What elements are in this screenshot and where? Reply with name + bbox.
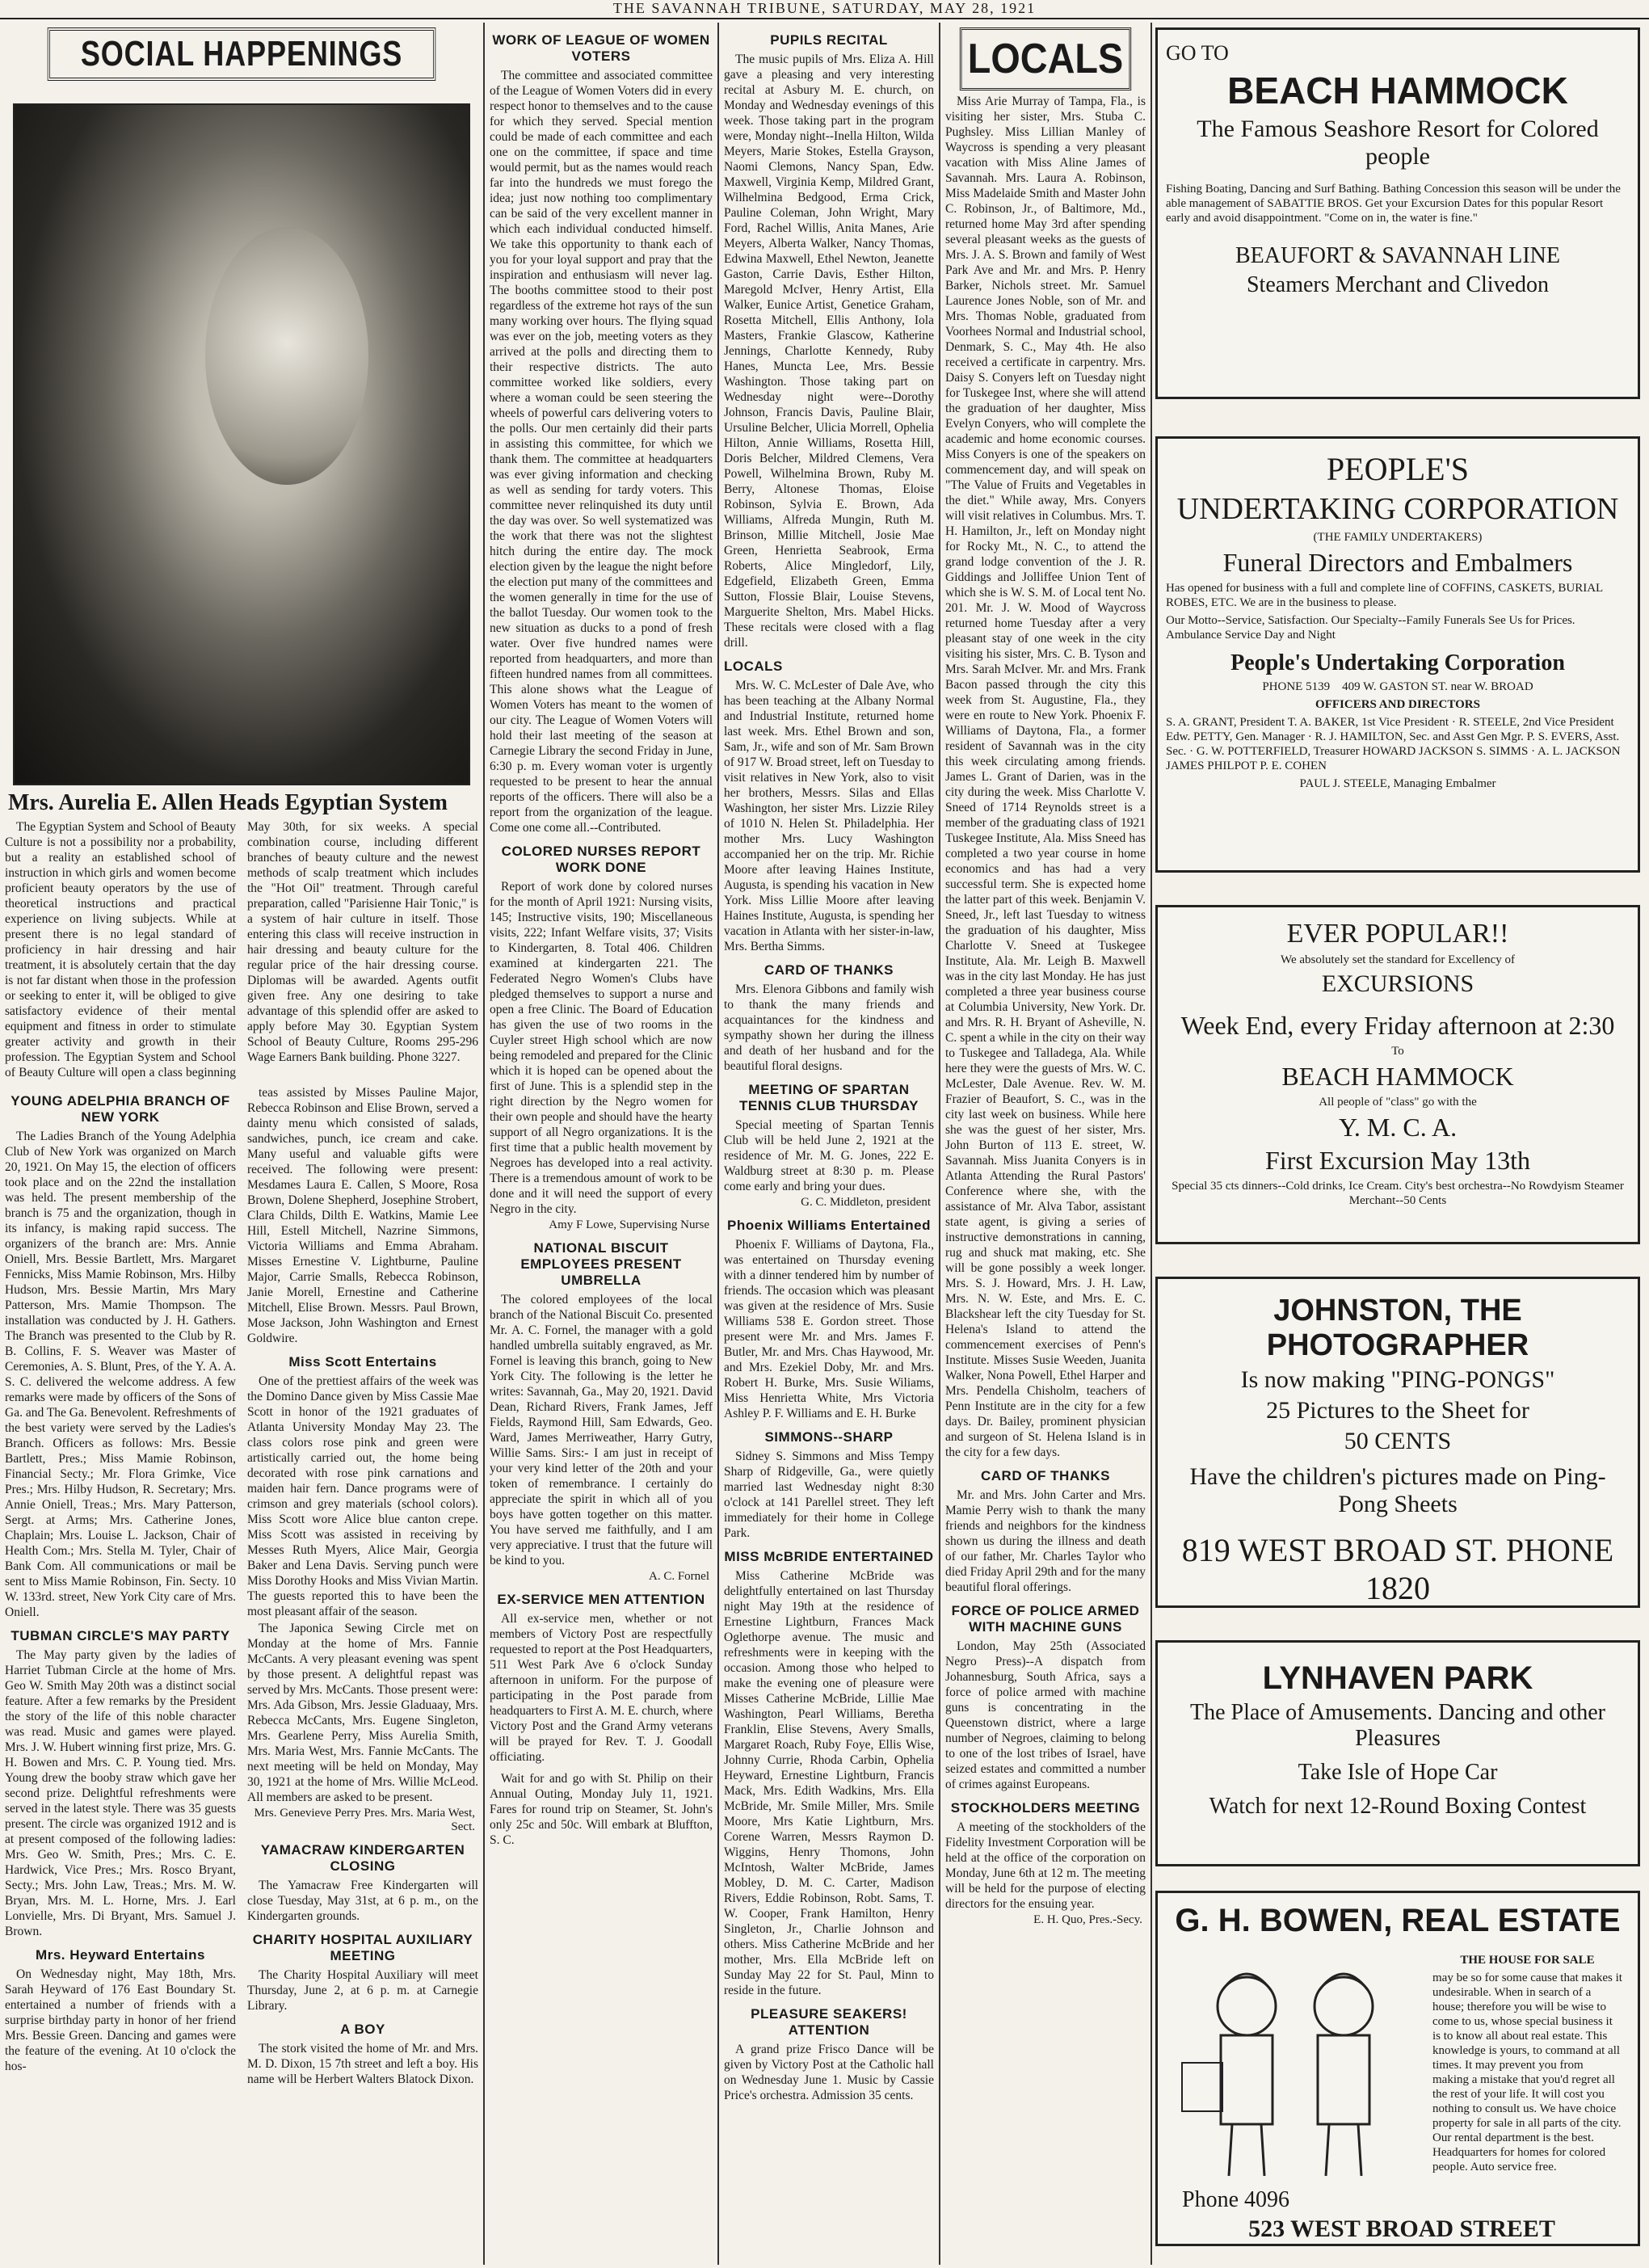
ad-body: Has opened for business with a full and complete line of COFFINS, CASKETS, BURIAL ROBES, ETC. We are in the business to please. bbox=[1166, 582, 1603, 609]
ad-embalmer: PAUL J. STEELE, Managing Embalmer bbox=[1299, 777, 1496, 790]
ad-tagline: The Famous Seashore Resort for Colored people bbox=[1197, 116, 1599, 170]
ad-text: To bbox=[1391, 1045, 1404, 1058]
ad-body: may be so for some cause that makes it undesirable. When in search of a house; therefore you will be wise to come to us, whose special business it is to know all about real estate. This knowledge is yours, to command at all times. It may prevent you from making a mistake that you'd regret all the rest of your life. It will cost you nothing to consult us. We have choice property for sale in all parts of the city. Our rental department is the best. Headquarters for homes for colored people. Auto service free. bbox=[1432, 1971, 1622, 2173]
ad-officers-head: OFFICERS AND DIRECTORS bbox=[1315, 698, 1480, 711]
ad-lynhaven-park bbox=[1155, 1640, 1640, 1866]
article-headline: STOCKHOLDERS MEETING bbox=[950, 1800, 1141, 1816]
ad-text: We absolutely set the standard for Excellency of bbox=[1281, 953, 1515, 966]
article-headline: CARD OF THANKS bbox=[764, 962, 894, 978]
ad-name: People's Undertaking Corporation bbox=[1230, 650, 1565, 675]
article-headline: FORCE OF POLICE ARMED WITH MACHINE GUNS bbox=[951, 1603, 1140, 1635]
ad-title: PEOPLE'S bbox=[1326, 451, 1470, 487]
ad-steamers: Steamers Merchant and Clivedon bbox=[1246, 272, 1549, 297]
ad-directors: Funeral Directors and Embalmers bbox=[1222, 548, 1573, 577]
article-body: The May party given by the ladies of Harriet Tubman Circle at the home of Mrs. Geo W. Smith May 20th was a distinct social feature. After a few remarks by the President the story of the life of this noble character was read. Music and games were played. Mrs. J. W. Hubert winning first prize, Mrs. G. H. Bowen and Mrs. C. P. Young tied. Mrs. Young drew the booby straw which gave her second prize. Delightful refreshments were served in the latest style. There was 35 guests present. The circle was organized 1912 and is at present composed of the following ladies: Mrs. Geo W. Smith, Pres.; Mrs. C. E. Hardwick, Vice Pres.; Mrs. Rosco Bryant, Secty.; Mrs. John Law, Treas.; Mrs. M. W. Bryan, Mrs. M. L. Horne, Mrs. J. Earl Lonvielle, Mrs. Di Bryant, Mrs. Samuel J. Brown. bbox=[5, 1648, 236, 1938]
ad-text: The Place of Amusements. Dancing and other Pleasures bbox=[1190, 1700, 1605, 1751]
article-headline: PLEASURE SEAKERS! ATTENTION bbox=[751, 2006, 907, 2038]
ad-title: BEACH HAMMOCK bbox=[1227, 69, 1568, 112]
article-headline: TUBMAN CIRCLE'S MAY PARTY bbox=[11, 1628, 230, 1643]
article-body: teas assisted by Misses Pauline Major, Rebecca Robinson and Elise Brown, served a dainty menu which consisted of salads, sandwiches, punch, ice cream and cake. Many useful and valuable gifts were received. The following were present: Mesdames Laura E. Callen, S Moore, Rosa Brown, Dolene Shepherd, Josephine Strobert, Clara Childs, Dilth E. Watkins, Mamie Lee Hill, Estell Mitchell, Nazrine Simmons, Victoria Williams and Emma Abraham. Misses Ernestine V. Lightburne, Pauline Major, Carrie Smalls, Rebecca Robinson, Janie Morell, Ernestine and Catherine Mitchell, Elise Brown. Messrs. Paul Brown, Mose Jackson, John Washington and Ernest Goldwire. bbox=[247, 1086, 478, 1345]
article-headline: WORK OF LEAGUE OF WOMEN VOTERS bbox=[492, 32, 710, 64]
article-headline: A BOY bbox=[340, 2022, 385, 2037]
article-body: Wait for and go with St. Philip on their Annual Outing, Monday July 11, 1921. Fares for round trip on Steamer, St. John's only 25c and 50c. Will embark at Bluffton, S. C. bbox=[490, 1772, 713, 1847]
ad-text: Is now making "PING-PONGS" bbox=[1240, 1366, 1555, 1393]
egyptian-article bbox=[5, 819, 478, 1080]
article-body: Sidney S. Simmons and Miss Tempy Sharp of Ridgeville, Ga., were quietly married last Wednesday night 8:30 o'clock at 141 Parellel street. They left immediately for their home in College Park. bbox=[724, 1450, 934, 1540]
ad-title: JOHNSTON, THE PHOTOGRAPHER bbox=[1266, 1294, 1529, 1362]
article-body: The committee and associated committee of the League of Women Voters did in every respect honor to themselves and to the cause for which they served. Special mention could be made of each committee and each one on the committee, if space and time would permit, but as the names would reach far into the hundreds we must forego the idea; just now nothing too complimentary can be said of the very excellent manner in which each individual conducted himself. We take this opportunity to thank each of you for your loyal support and pray that the inspiration and enthusiasm will never lag. The booths committee stood to their post regardless of the extreme hot rays of the sun many working over hours. The flying squad was ever on the job, meeting voters as they arrived at the polls and directing them to their respective districts. The auto committee worked like soldiers, every where a woman could be seen steering the wheels of powerful cars delivering voters to the polls. Our men certainly did their parts in assisting this committee, for which we thank them. The committee at headquarters was ever giving information and checking as well as sending for tardy voters. This committee never relinquished its duty until the day was over. So well systematized was the work that there was not the slightest hitch during the entire day. The mock election given by the league the night before the election put many of the committees and the women generally in time for the use of the ballot Tuesday. Our women took to the new situation as ducks to a pond of fresh water. Over five hundred names were reported from headquarters, and more than fifteen hundred names from all committees. This alone shows what the League of Women Voters has meant to the women of our city. The League of Women Voters will hold their last meeting of the season at Carnegie Library the second Friday in June, 6:30 p. m. Every woman voter is urgently requested to be present to hear the annual reports of the officers. There will also be a report from the organization of the league. Come one come all.--Contributed. bbox=[490, 69, 713, 835]
ad-text: Take Isle of Hope Car bbox=[1298, 1760, 1498, 1785]
ad-beach-hammock bbox=[1155, 27, 1640, 399]
article-headline: YAMACRAW KINDERGARTEN CLOSING bbox=[260, 1842, 465, 1874]
signature: G. C. Middleton, president bbox=[801, 1196, 931, 1209]
article-body: Miss Arie Murray of Tampa, Fla., is visiting her sister, Mrs. Stuba C. Pughsley. Miss Lillian Manley of Waycross is spending a very pleasant vacation with Miss Aline James of Savannah. Mrs. Laura A. Robinson, Miss Madelaide Smith and Master John C. Robinson, Jr., of Baltimore, Md., returned home May 3rd after spending several pleasant weeks as the guests of Mrs. J. A. S. Brown and family of West Park Ave and Mr. and Mrs. P. Henry Barker, Nichols street. Mr. Samuel Laurence Jones Noble, son of Mr. and Mrs. Thomas Noble, graduated from Voorhees Normal and Industrial school, Denmark, S. C., May 4th. He also received a certificate in carpentry. Mrs. Daisy S. Conyers left on Tuesday night for Tuskegee Inst, where she will attend the graduation of her daughter, Miss Evelyn Conyers, who will complete the academic and home economic courses. Miss Conyers is one of the speakers on commencement day, and will speak on "The Value of Fruits and Vegetables in the diet." While away, Mrs. Conyers will visit relatives in Columbus. Mrs. T. H. Hamilton, Jr., left on Monday night for Rocky Mt., N. C., to attend the grand lodge convention of the J. R. Giddings and Jolliffee Union Tent of which she is W. S. M. of Local tent No. 201. Mr. J. W. Mood of Waycross returned home Tuesday after a very pleasant stay of one week in the city visiting his sister, Mrs. C. B. Tyson and Mrs. Sarah McIver. Mr. and Mrs. Frank Bacon passed through the city this week from St. Augustine, Fla., they were en route to New York. Phoenix F. Williams of Daytona, Fla., a former resident of Savannah was in the city this week circulating among friends. James L. Grant of Darien, was in the city during the week. Miss Charlotte V. Sneed of 1714 Reynolds street is a member of the graduating class of 1921 Tuskegee Institute, Ala. Miss Sneed has completed a two year course in home economics and has had a very successful term. She is expected home the latter part of this week. Benjamin V. Sneed, Jr., left last Tuesday to witness the graduation of his daughter, Miss Charlotte V. Sneed at Tuskegee Institute, Ala. Mr. Leigh B. Maxwell was in the city last Monday. He has just completed a three year business course at Columbia University, New York. Dr. and Mrs. R. H. Bryant of Asheville, N. C. spent a while in the city on their way to Tuskegee and Talladega, Ala. While here they were the guests of Mrs. W. C. McLester, Dale Avenue. Rev. W. M. Frazier of Beaufort, S. C., was in the city last week on business. While here she was the guest of her sister, Mrs. John Burton of 113 E. street, W. Savannah. Miss Juanita Conyers is in Atlanta Attending the Rural Pastors' Conference where she, with the assistance of Mr. Alva Tabor, assistant state agent, is giving a series of instructive demonstrations in canning, rug and shuck mat making, etc. She will be gone possibly a week longer. Mrs. S. J. Howard, Mrs. J. H. Law, Mrs. N. W. Este, and Mrs. E. C. Blackshear left the city Tuesday for St. Helena's Island to attend the commencement exercises of Penn's Institute. Misses Susie Weeden, Juanita Walker, Nona Powell, Ethel Harper and Mrs. Pendella Chisholm, teachers of Penn Institute are in the city for a few days. Dr. Bailey, prominent physician and surgeon of St. Helena Island is in the city for a few days. bbox=[945, 95, 1146, 1459]
ad-text: Y. M. C. A. bbox=[1338, 1113, 1458, 1142]
social-column bbox=[5, 24, 478, 2262]
article-body: Report of work done by colored nurses for the month of April 1921: Nursing visits, 145; Instructive visits, 190; Miscellaneous visits, 222; Infant Welfare visits, 37; Visits to Kindergarten, 8. Total 406. Children examined at kindergarten 221. The Federated Negro Women's Clubs have pledged themselves to support a nurse and open a free Clinic. The Board of Education has given the use of two rooms in the Cuyler street High school which are now being remodeled and prepared for the Clinic which it is hoped can be opened about the first of June. This is a splendid step in the right direction by the Negro women for their own people and should have the hearty support of all Negro organizations. It is the first time that a public health movement by Negroes has developed into a real activity. There is a tremendous amount of work to be done and it will need the support of every Negro in the city. bbox=[490, 880, 713, 1216]
ad-line: BEAUFORT & SAVANNAH LINE bbox=[1235, 243, 1561, 268]
ad-text: BEACH HAMMOCK bbox=[1281, 1062, 1514, 1091]
ad-text: EXCURSIONS bbox=[1321, 970, 1474, 997]
league-column bbox=[490, 24, 713, 2262]
article-headline: PUPILS RECITAL bbox=[770, 32, 888, 48]
ad-body: Fishing Boating, Dancing and Surf Bathing. Bathing Concession this season will be under the able management of SABATTIE BROS. Get your Excursion Dates for this popular Resort early and avoid disappointment. "Come on in, the water is fine." bbox=[1166, 183, 1621, 225]
article-body: The colored employees of the local branch of the National Biscuit Co. presented Mr. A. C. Fornel, the manager with a gold handled umbrella suitably engraved, as Mr. Fornel is leaving this branch, going to New York City. The following is the letter he writes: Savannah, Ga., May 20, 1921. David Dean, Richard Rivers, Frank James, Jeff Fields, Raymond Hill, Sam Edwards, Geo. Ward, James Merriweather, Harry Gutry, Willie Sams. Sirs:- I am just in receipt of your very kind letter of the 20th and your token of remembrance. I certainly do appreciate the spirit in which all of you boys have gotten together on this matter. You have served me faithfully, and I am very appreciative. I trust that the future will be kind to you. bbox=[490, 1293, 713, 1567]
masthead: THE SAVANNAH TRIBUNE, SATURDAY, MAY 28, 1921 bbox=[0, 0, 1649, 19]
article-headline: MEETING OF SPARTAN TENNIS CLUB THURSDAY bbox=[739, 1082, 919, 1113]
article-body: The Egyptian System and School of Beauty Culture is not a possibility nor a probability, but a reality an established school of instruction in which girls and women become proficient beauty operators by the use of theoretical instructions and practical experience on living subjects. While at present there is no legal standard of proficiency in hair dressing and hair treatment, it is absolutely certain that the day is not far distant when those in the profession or seeking to enter it, will be obliged to give satisfactory evidence of their mental equipment and fitness in order to stimulate greater activity and growth in their profession. The Egyptian System and School of Beauty Culture will open a class beginning May 30th, for six weeks. A special combination course, including different branches of beauty culture and the newest methods of scalp treatment which includes the "Hot Oil" treatment. Through careful preparation, called "Parisienne Hair Tonic," is a system of hair culture in itself. Those entering this class will receive instruction in hair dressing and beauty culture for the regular price of the hair dressing course. Diplomas will be awarded. Agents outfit given free. Any one desiring to take advantage of this splendid offer are asked to apply before May 30. Egyptian System School of Beauty Culture, Rooms 295-296 Wage Earners Bank building. Phone 3227. bbox=[5, 820, 478, 1079]
ad-text: Special 35 cts dinners--Cold drinks, Ice Cream. City's best orchestra--No Rowdyism Steamer Merchant--50 Cents bbox=[1172, 1180, 1624, 1207]
ad-subtitle: (THE FAMILY UNDERTAKERS) bbox=[1313, 531, 1483, 544]
signature: E. H. Quo, Pres.-Secy. bbox=[1033, 1913, 1142, 1926]
ad-text: Watch for next 12-Round Boxing Contest bbox=[1209, 1794, 1587, 1819]
article-headline: CARD OF THANKS bbox=[981, 1468, 1110, 1483]
article-body: London, May 25th (Associated Negro Press)--A dispatch from Johannesburg, South Africa, says a force of police armed with machine guns is concentrating in the Queenstown district, where a large number of Negroes, claiming to belong to one of the lost tribes of Israel, have seized estates and committed a number of crimes against Europeans. bbox=[945, 1639, 1146, 1791]
ad-text: Week End, every Friday afternoon at 2:30 bbox=[1180, 1011, 1615, 1040]
article-headline: Miss Scott Entertains bbox=[288, 1354, 437, 1370]
article-body: The Charity Hospital Auxiliary will meet Thursday, June 2, at 6 p. m. at Carnegie Library. bbox=[247, 1968, 478, 2013]
ad-officers: S. A. GRANT, President T. A. BAKER, 1st Vice President · R. STEELE, 2nd Vice President Edw. PETTY, Gen. Manager · R. J. HAMILTON, Sec. and Asst Gen Mgr. P. S. EVERS, Asst. Sec. · G. W. POTTERFIELD, Treasurer HOWARD JACKSON S. SIMMS · A. L. JACKSON JAMES PHILPOT P. E. COHEN bbox=[1166, 716, 1621, 772]
ad-subhead: THE HOUSE FOR SALE bbox=[1460, 1954, 1595, 1967]
article-body: Miss Catherine McBride was delightfully entertained on last Thursday night May 19th at the residence of Ernestine Lightburn, Frances Mack Oglethorpe avenue. The music and refreshments were in keeping with the occasion. Among those who helped to make the evening one of pleasure were Misses Catherine McBride, Lillie Mae Washington, Pearl Williams, Beretha Franklin, Elise Stevens, Avery Smalls, Margaret Roach, Ruby Foye, Ellis Wise, Johnny Currie, Rhoda Carbin, Ophelia Heyward, Ernestine Lightburn, Francis Mack, Mrs. Edith Wadkins, Mrs. Ella McBride, Mr. Smile Miller, Mrs. Smile Moore, Mrs Katie Lightburn, Mrs. Corene Warren, Messrs Raymon D. Wiggins, Henry Thomons, John McIntosh, Walter McBride, James Mobley, D. M. C. Carter, Madison Rivers, Eddie Robinson, Robt. Sams, T. W. Cooper, Frank Hamilton, Henry Singleton, Jr., Charlie Johnson and others. Miss Catherine McBride and her mother, Mrs. Ella McBride left on Sunday May 22 for St. Paul, Minn to reside in the future. bbox=[724, 1569, 934, 1997]
article-body: A meeting of the stockholders of the Fidelity Investment Corporation will be held at the office of the corporation on Monday, June 6th at 12 m. The meeting will be held for the purpose of electing directors for the ensuing year. bbox=[945, 1820, 1146, 1911]
article-body: On Wednesday night, May 18th, Mrs. Sarah Heyward of 176 East Boundary St. entertained a number of friends with a surprise birthday party in honor of her friend Mrs. Bessie Green. Dancing and games were the feature of the evening. At 10 o'clock the hos- bbox=[5, 1967, 236, 2073]
article-body: The music pupils of Mrs. Eliza A. Hill gave a pleasing and very interesting recital at Asbury M. E. church, on Monday and Wednesday evenings of this week. Those taking part in the program were, Monday night--Inella Hilton, Wilda Meyers, Marie Stokes, Estella Grayson, Naomi Clemons, Nancy Span, Edw. Maxwell, Virginia Kemp, Mildred Grant, Wilhelmina Bedgood, Erma Crick, Pauline Coleman, John Wright, Mary Ford, Rachel Willis, Anita Manes, Arie Meyers, Alberta Walker, Nancy Thomas, Edwina Maxwell, Ethel Newton, Jeanette Gaston, Carrie Davis, Esther Hilton, Maregold McIver, Henry Artist, Ella Walker, Eunice Artist, Genetice Graham, Rosetta Mitchell, Ellis Anthony, Iola Masters, Frankie Glascow, Katherine Jennings, Charlotte Kennedy, Ruby Hanes, Muncta Lee, Mrs. Bessie Washington. Those taking part on Wednesday night were--Dorothy Johnson, Francis Davis, Pauline Blair, Ursuline Belcher, Ulicia Morrell, Ophelia Hilton, Annie Williams, Rosetta Hill, Doris Belcher, Mildred Clemens, Vera Powell, Wilhelmina Brown, Ruby M. Berry, Altonese Thomas, Eloise Robinson, Sylvia E. Brown, Ada Williams, Alfreda Mungin, Ruth M. Brinson, Millie Mitchell, Josie Mae Green, Henrietta Seabrook, Erma Roberts, Alice Mingledorf, Lily, Edgefield, Elizabeth Green, Emma Sutton, Flossie Blair, Louise Stevens, Marguerite Shelton, Mrs. Mabel Hicks. These recitals were closed with a flag drill. bbox=[724, 53, 934, 650]
signature: Mrs. Genevieve Perry Pres. Mrs. Maria West, Sect. bbox=[254, 1807, 475, 1833]
article-body: Special meeting of Spartan Tennis Club will be held June 2, 1921 at the residence of Mr. M. G. Jones, 222 E. Waldburg street at 8:30 p. m. Please come early and bring your dues. bbox=[724, 1118, 934, 1193]
photo-caption: Mrs. Aurelia E. Allen Heads Egyptian System bbox=[8, 790, 448, 815]
ad-motto: Our Motto--Service, Satisfaction. Our Specialty--Family Funerals See Us for Prices. Ambulance Service Day and Night bbox=[1166, 614, 1575, 642]
ad-text: Have the children's pictures made on Ping-Pong Sheets bbox=[1189, 1463, 1606, 1517]
ad-peoples-undertaking bbox=[1155, 436, 1640, 873]
signature: Amy F Lowe, Supervising Nurse bbox=[549, 1218, 709, 1231]
article-body: The stork visited the home of Mr. and Mrs. M. D. Dixon, 15 7th street and left a boy. His name will be Herbert Walters Blatock Dixon. bbox=[247, 2042, 478, 2086]
signature: A. C. Fornel bbox=[649, 1570, 709, 1583]
article-body: The Ladies Branch of the Young Adelphia Club of New York was organized on March 20, 1921. On May 15, the election of officers took place and on the 22nd the installation was held. The present membership of the branch is 75 and the organization, though in its infancy, is making rapid success. The organizers of the branch are: Mrs. Annie Oniell, Mrs. Bessie Bartlett, Mrs. Margaret Fennicks, Miss Mamie Robinson, Mrs. Hilby Hudson, Mrs. Bessie Martin, Mrs Mary Patterson, Mrs. Mamie Thompson. The installation was conducted by J. H. Gathers. The Branch was presented to the Club by R. B. Collins, F. S. Weaver was Master of Ceremonies, A. S. Blunt, Pres, of the Y. A. A. S. C. delivered the welcome address. A few remarks were made by officers of the Sons of Ga. and The Ga. Benevolent. Refreshments of the best variety were served by the Ladies's Branch. Officers as follows: Mrs. Bessie Bartlett, Pres.; Miss Mamie Robinson, Financial Secty.; Mr. Flora Grimke, Vice Pres.; Mrs. Hilby Hudson, R. Secretary; Mrs. Annie Oniell, Treas.; Mrs. Mary Patterson, Sergt. at Arms; Mrs. Catherine Jones, Chaplain; Mrs. Louise L. Jackson, Chair of Health Com.; Mrs. Stella M. Tyler, Chair of Bank Com. All communications or mail be sent to Miss Mamie Robinson, Fin. Secty. 10 W. 133rd. street, New York City care of Mrs. Oniell. bbox=[5, 1130, 236, 1619]
article-headline: Mrs. Heyward Entertains bbox=[36, 1947, 205, 1963]
ad-text: First Excursion May 13th bbox=[1265, 1146, 1530, 1175]
article-headline: YOUNG ADELPHIA BRANCH OF NEW YORK bbox=[11, 1093, 230, 1125]
ad-contact bbox=[1166, 680, 1630, 694]
ad-text: All people of "class" go with the bbox=[1319, 1096, 1477, 1109]
article-body: One of the prettiest affairs of the week was the Domino Dance given by Miss Cassie Mae Scott in honor of the 1921 graduates of Atlanta University Monday May 23. The class colors rose pink and green were artistically carried out, the home being decorated with rose pink carnations and maiden hair fern. Dance programs were of crimson and grey materials (school colors). Miss Scott wore Alice blue canton crepe. Miss Scott was assisted in receiving by Messes Ruth Myers, Alice Mair, Georgia Baker and Lena Davis. Serving punch were Miss Dorothy Hooks and Miss Vivian Martin. The guests reported this to have been the most pleasant affair of the season. bbox=[247, 1374, 478, 1618]
ad-bowen-real-estate bbox=[1155, 1891, 1640, 2246]
article-body: Phoenix F. Williams of Daytona, Fla., was entertained on Thursday evening with a dinner tendered him by number of friends. The occasion which was pleasant was given at the residence of Mrs. Susie Williams 538 E. Gordon street. Those present were Mr. and Mrs. James F. Butler, Mr. and Mrs. Chas Haywood, Mr. and Mrs. Ezekiel Doby, Mr. and Mrs. Robert H. Burke, Mrs. Susie Wiliams, Miss Henrietta White, Mrs Victoria Ashley P. F. Williams and E. H. Burke bbox=[724, 1238, 934, 1420]
ad-text: 50 CENTS bbox=[1344, 1428, 1452, 1454]
ad-address: 819 WEST BROAD ST. PHONE 1820 bbox=[1181, 1532, 1614, 1606]
article-headline: CHARITY HOSPITAL AUXILIARY MEETING bbox=[252, 1932, 473, 1963]
article-body: A grand prize Frisco Dance will be given by Victory Post at the Catholic hall on Wednesday June 1. Music by Cassie Price's orchestra. Admission 35 cents. bbox=[724, 2043, 934, 2102]
ad-text: 25 Pictures to the Sheet for bbox=[1266, 1397, 1529, 1424]
portrait-photo bbox=[13, 103, 470, 785]
article-body: The Japonica Sewing Circle met on Monday at the home of Mrs. Fannie McCants. A very pleasant evening was spent by those present. A delightful repast was served by Mrs. McCants. Those present were: Mrs. Ada Gibson, Mrs. Jessie Gladuaay, Mrs. Rebecca McCants, Mrs. Eugene Singleton, Mrs. Gearlene Perry, Miss Aurelia Smith, Mrs. Maria West, Mrs. Fannie McCants. The next meeting will be held on Monday, May 30, 1921 at the home of Mrs. Willie McLeod. All members are asked to be present. bbox=[247, 1622, 478, 1804]
article-body: The Yamacraw Free Kindergarten will close Tuesday, May 31st, at 6 p. m., on the Kindergarten grounds. bbox=[247, 1879, 478, 1923]
article-headline: COLORED NURSES REPORT WORK DONE bbox=[501, 844, 701, 875]
ad-johnston-photographer bbox=[1155, 1277, 1640, 1608]
column-rule bbox=[483, 23, 485, 2265]
locals-column bbox=[945, 24, 1146, 2262]
ad-excursions bbox=[1155, 905, 1640, 1244]
ad-title: G. H. BOWEN, REAL ESTATE bbox=[1175, 1903, 1621, 1938]
article-headline: Phoenix Williams Entertained bbox=[727, 1218, 931, 1233]
article-headline: EX-SERVICE MEN ATTENTION bbox=[497, 1592, 705, 1607]
section-title: SOCIAL HAPPENINGS bbox=[48, 27, 436, 81]
article-body: All ex-service men, whether or not members of Victory Post are respectfully requested to report at the Post Headquarters, 511 West Park Ave 6 o'clock Sunday afternoon in uniform. For the purpose of participating in the Post parade from headquarters to First A. M. E. church, where Victory Post and the Grand Army veterans will be prayed for Rev. T. J. Goodall officiating. bbox=[490, 1612, 713, 1764]
article-headline: NATIONAL BISCUIT EMPLOYEES PRESENT UMBRELLA bbox=[520, 1240, 682, 1288]
bowen-text bbox=[1424, 1950, 1630, 2178]
column-rule bbox=[1151, 23, 1152, 2265]
ad-goto: GO TO bbox=[1166, 41, 1229, 65]
ad-phone: Phone 4096 bbox=[1182, 2187, 1289, 2212]
section-title: LOCALS bbox=[960, 27, 1131, 90]
ad-address: 409 W. GASTON ST. near W. BROAD bbox=[1342, 680, 1533, 693]
ad-phone: PHONE 5139 bbox=[1262, 680, 1331, 693]
ad-address: 523 WEST BROAD STREET bbox=[1248, 2215, 1555, 2242]
article-headline: MISS McBRIDE ENTERTAINED bbox=[724, 1549, 934, 1564]
article-body: Mrs. W. C. McLester of Dale Ave, who has been teaching at the Albany Normal and Industrial Institute, returned home last week. Mrs. Ethel Brown and son, Sam, Jr., wife and son of Mr. Sam Brown of 917 W. Broad street, left on Tuesday to visit relatives in New York, also to visit her brothers, Messrs. Silas and Ellas Washington, her sister Mrs. Lizzie Riley of 1010 N. Helen St. Philadelphia. Her mother Mrs. Lucy Washington accompanied her on the trip. Mr. Richie Moore after leaving Haines Institute, Augusta, is spending his vacation in New York. Miss Lillie Moore after leaving Haines Institute, Augusta, is spending her vacation in Atlanta with her sister-in-law, Mrs. Bertha Simms. bbox=[724, 679, 934, 953]
boys-illustration bbox=[1174, 1950, 1416, 2184]
ad-title: LYNHAVEN PARK bbox=[1262, 1660, 1533, 1696]
ad-title: EVER POPULAR!! bbox=[1286, 919, 1509, 949]
article-body: Mr. and Mrs. John Carter and Mrs. Mamie Perry wish to thank the many friends and neighbors for the kindness shown us during the illness and death of our father, Mr. Charles Taylor who died Friday April 29th and for the many beautiful floral offerings. bbox=[945, 1488, 1146, 1594]
ad-title: UNDERTAKING CORPORATION bbox=[1176, 492, 1619, 526]
social-two-column bbox=[5, 1085, 478, 2087]
article-headline: LOCALS bbox=[724, 659, 783, 674]
column-rule bbox=[939, 23, 940, 2265]
article-body: Mrs. Elenora Gibbons and family wish to thank the many friends and acquaintances for the kindness and sympathy shown her during the illness and death of her husband and for the beautiful floral designs. bbox=[724, 983, 934, 1073]
column-rule bbox=[717, 23, 719, 2265]
recital-column bbox=[724, 24, 934, 2262]
article-headline: SIMMONS--SHARP bbox=[764, 1429, 894, 1445]
